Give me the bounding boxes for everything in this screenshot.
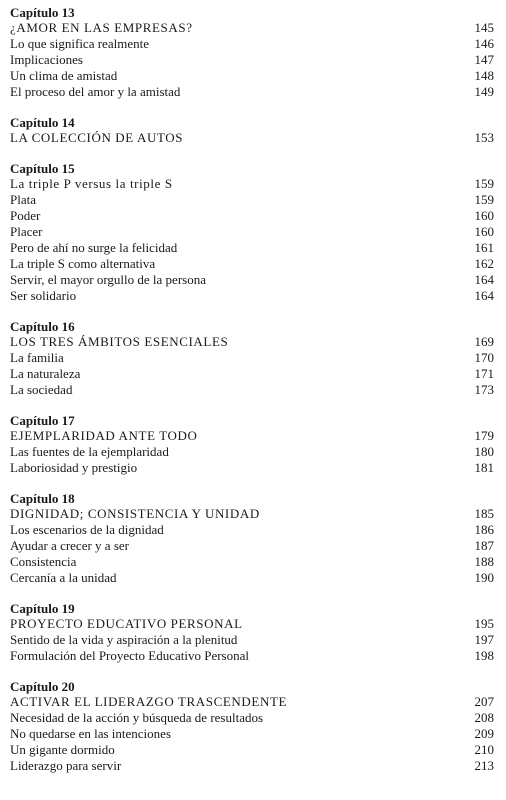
toc-entry-page-number: 180 — [474, 444, 494, 459]
toc-entry — [10, 256, 494, 272]
toc-entry-text: Formulación del Proyecto Educativo Personal — [10, 648, 250, 663]
toc-entry — [10, 68, 494, 84]
toc-entry-text: Poder — [10, 208, 41, 223]
toc-entry-page-number: 190 — [474, 570, 494, 585]
chapter-label: Capítulo 18 — [10, 491, 75, 506]
toc-entry — [10, 726, 494, 742]
toc-entry — [10, 460, 494, 476]
chapter-title-row — [10, 334, 494, 350]
chapter-page-number: 169 — [474, 334, 494, 349]
toc-entry-text: Las fuentes de la ejemplaridad — [10, 444, 169, 459]
toc-entry — [10, 710, 494, 726]
toc-entry-page-number: 173 — [474, 382, 494, 397]
chapter-label: Capítulo 13 — [10, 5, 75, 20]
toc-entry-page-number: 171 — [474, 366, 494, 381]
chapter-title-row — [10, 176, 494, 192]
chapter-label: Capítulo 20 — [10, 679, 75, 694]
chapter-title-row — [10, 428, 494, 444]
toc-entry — [10, 742, 494, 758]
toc-entry-text: Consistencia — [10, 554, 77, 569]
toc-entry-text: Implicaciones — [10, 52, 83, 67]
chapter-title-row — [10, 130, 494, 146]
chapter-section — [10, 115, 494, 146]
chapter-title-row — [10, 694, 494, 710]
toc-entry-text: La triple S como alternativa — [10, 256, 156, 271]
chapter-page-number: 195 — [474, 616, 494, 631]
toc-entry-page-number: 181 — [474, 460, 494, 475]
toc-entry — [10, 632, 494, 648]
chapter-title: DIGNIDAD; CONSISTENCIA Y UNIDAD — [10, 506, 260, 521]
toc-entry — [10, 224, 494, 240]
toc-entry-page-number: 160 — [474, 224, 494, 239]
toc-entry-page-number: 146 — [474, 36, 494, 51]
toc-entry-page-number: 160 — [474, 208, 494, 223]
toc-entry — [10, 570, 494, 586]
chapter-title-row — [10, 506, 494, 522]
chapter-label: Capítulo 16 — [10, 319, 75, 334]
toc-entry — [10, 240, 494, 256]
toc-entry-text: Lo que significa realmente — [10, 36, 149, 51]
toc-entry-text: Laboriosidad y prestigio — [10, 460, 138, 475]
toc-entry-page-number: 164 — [474, 272, 494, 287]
toc-entry-text: Sentido de la vida y aspiración a la plenitud — [10, 632, 238, 647]
chapter-page-number: 179 — [474, 428, 494, 443]
toc-entry-text: El proceso del amor y la amistad — [10, 84, 181, 99]
toc-entry — [10, 192, 494, 208]
toc-entry-page-number: 188 — [474, 554, 494, 569]
toc-entry — [10, 350, 494, 366]
chapter-label: Capítulo 19 — [10, 601, 75, 616]
chapter-section — [10, 601, 494, 664]
toc-entry — [10, 522, 494, 538]
toc-entry-page-number: 148 — [474, 68, 494, 83]
chapter-page-number: 159 — [474, 176, 494, 191]
toc-entry-text: Necesidad de la acción y búsqueda de resultados — [10, 710, 264, 725]
chapter-page-number: 153 — [474, 130, 494, 145]
toc-entry-page-number: 187 — [474, 538, 494, 553]
chapter-title: PROYECTO EDUCATIVO PERSONAL — [10, 616, 243, 631]
toc-entry-page-number: 162 — [474, 256, 494, 271]
toc-entry-page-number: 186 — [474, 522, 494, 537]
toc-entry-page-number: 170 — [474, 350, 494, 365]
toc-entry — [10, 288, 494, 304]
toc-entry-page-number: 147 — [474, 52, 494, 67]
toc-entry-page-number: 210 — [474, 742, 494, 757]
toc-entry — [10, 382, 494, 398]
toc-entry — [10, 366, 494, 382]
chapter-page-number: 145 — [474, 20, 494, 35]
toc-entry-text: Plata — [10, 192, 36, 207]
toc-entry-text: Los escenarios de la dignidad — [10, 522, 164, 537]
chapter-section — [10, 319, 494, 398]
toc-entry — [10, 52, 494, 68]
toc-entry — [10, 758, 494, 774]
toc-entry-page-number: 213 — [474, 758, 494, 773]
toc-entry-page-number: 208 — [474, 710, 494, 725]
chapter-label: Capítulo 15 — [10, 161, 75, 176]
chapter-page-number: 185 — [474, 506, 494, 521]
toc-entry-text: La naturaleza — [10, 366, 81, 381]
chapter-title: La triple P versus la triple S — [10, 176, 173, 191]
chapter-section — [10, 413, 494, 476]
toc-entry-page-number: 197 — [474, 632, 494, 647]
toc-entry — [10, 272, 494, 288]
chapter-label: Capítulo 14 — [10, 115, 75, 130]
chapter-title: ¿AMOR EN LAS EMPRESAS? — [10, 20, 193, 35]
chapter-title: ACTIVAR EL LIDERAZGO TRASCENDENTE — [10, 694, 288, 709]
chapter-section — [10, 161, 494, 304]
toc-entry-text: No quedarse en las intenciones — [10, 726, 172, 741]
chapter-section — [10, 5, 494, 100]
toc-entry-text: Cercanía a la unidad — [10, 570, 117, 585]
chapter-title: LA COLECCIÓN DE AUTOS — [10, 130, 184, 145]
chapter-page-number: 207 — [474, 694, 494, 709]
toc-entry-text: La familia — [10, 350, 64, 365]
toc-entry-page-number: 164 — [474, 288, 494, 303]
chapter-title-row — [10, 20, 494, 36]
toc-entry-text: Ayudar a crecer y a ser — [10, 538, 129, 553]
toc-entry-page-number: 161 — [474, 240, 494, 255]
toc-entry-page-number: 159 — [474, 192, 494, 207]
toc-entry — [10, 208, 494, 224]
toc-entry-text: La sociedad — [10, 382, 73, 397]
table-of-contents — [10, 5, 494, 789]
toc-entry-text: Servir, el mayor orgullo de la persona — [10, 272, 206, 287]
toc-entry-text: Un clima de amistad — [10, 68, 118, 83]
toc-entry — [10, 538, 494, 554]
chapter-section — [10, 679, 494, 774]
toc-entry — [10, 36, 494, 52]
chapter-section — [10, 491, 494, 586]
toc-entry-page-number: 209 — [474, 726, 494, 741]
toc-entry-text: Liderazgo para servir — [10, 758, 122, 773]
chapter-title: EJEMPLARIDAD ANTE TODO — [10, 428, 198, 443]
toc-entry — [10, 554, 494, 570]
toc-entry-text: Ser solidario — [10, 288, 77, 303]
toc-entry-text: Un gigante dormido — [10, 742, 115, 757]
chapter-title-row — [10, 616, 494, 632]
toc-entry-text: Placer — [10, 224, 43, 239]
toc-entry — [10, 648, 494, 664]
chapter-label: Capítulo 17 — [10, 413, 75, 428]
chapter-title: LOS TRES ÁMBITOS ESENCIALES — [10, 334, 229, 349]
toc-entry-text: Pero de ahí no surge la felicidad — [10, 240, 178, 255]
toc-entry — [10, 84, 494, 100]
toc-entry — [10, 444, 494, 460]
toc-entry-page-number: 198 — [474, 648, 494, 663]
toc-entry-page-number: 149 — [474, 84, 494, 99]
